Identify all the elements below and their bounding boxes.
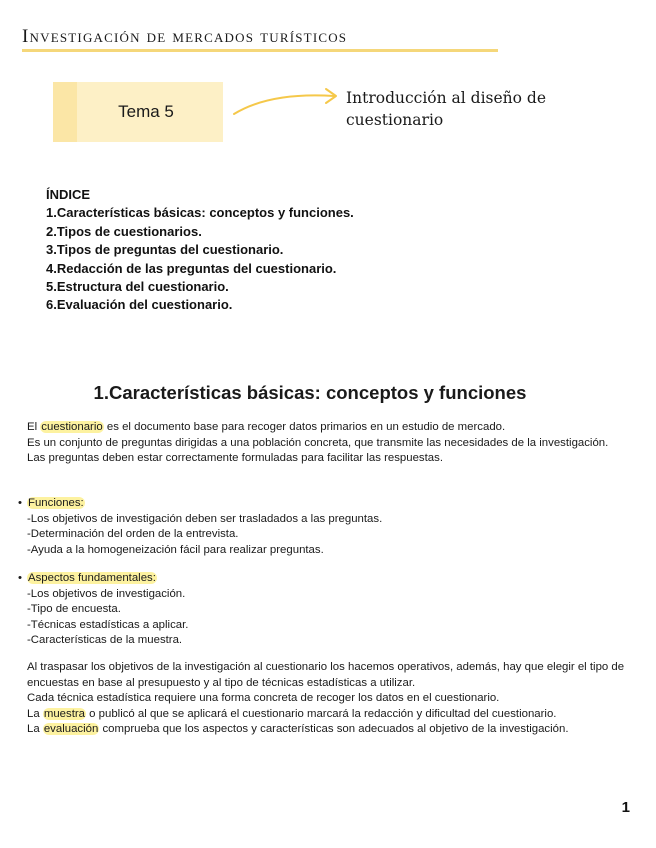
index-list xyxy=(46,186,354,315)
arrow-icon xyxy=(230,84,342,120)
list-item: -Técnicas estadísticas a aplicar. xyxy=(27,618,189,631)
index-heading: ÍNDICE xyxy=(46,187,91,202)
text-run: comprueba que los aspectos y características son adecuados al objetivo de la investigación. xyxy=(99,723,569,735)
text-run: es el documento base para recoger datos primarios en un estudio de mercado. xyxy=(103,421,506,433)
document-header-title: Investigación de mercados turísticos xyxy=(22,26,348,47)
index-item: 6.Evaluación del cuestionario. xyxy=(46,297,233,313)
list-item: -Los objetivos de investigación deben ser trasladados a las preguntas. xyxy=(27,512,383,525)
text-run: La xyxy=(27,707,43,720)
highlight-term: cuestionario xyxy=(41,421,103,433)
text-run: El xyxy=(27,421,41,433)
bullet-icon: • xyxy=(18,497,22,509)
index-item: 2.Tipos de cuestionarios. xyxy=(46,223,202,239)
aspectos-title-line xyxy=(18,571,627,587)
funciones-title: Funciones: xyxy=(28,497,84,509)
closing-paragraph: Cada técnica estadística requiere una forma concreta de recoger los datos en el cuestionario. xyxy=(27,692,500,704)
funciones-block xyxy=(18,496,627,558)
highlight-term: evaluación xyxy=(43,723,99,735)
index-item: 1.Características básicas: conceptos y funciones. xyxy=(46,205,354,221)
aspectos-title: Aspectos fundamentales: xyxy=(28,572,156,584)
tema-label: Tema 5 xyxy=(118,102,174,121)
index-item: 4.Redacción de las preguntas del cuestionario. xyxy=(46,260,337,276)
list-item: -Tipo de encuesta. xyxy=(27,603,121,615)
text-run: o publicó al que se aplicará el cuestionario marcará la redacción y dificultad del cuestionario. xyxy=(86,707,557,720)
funciones-title-line xyxy=(18,496,627,512)
list-item: -Los objetivos de investigación. xyxy=(27,587,186,600)
closing-paragraph: Al traspasar los objetivos de la investigación al cuestionario los hacemos operativos, además, hay que elegir el tipo de encuestas en base al presupuesto y al tipo de técnicas estadísticas a utilizar. xyxy=(27,661,625,689)
header-underline xyxy=(22,49,498,52)
intro-paragraph: Es un conjunto de preguntas dirigidas a una población concreta, que transmite las necesidades de la investigación. xyxy=(27,436,609,449)
highlight-term: muestra xyxy=(43,707,85,720)
intro-paragraphs xyxy=(27,420,627,467)
tema-box xyxy=(53,82,223,142)
index-item: 5.Estructura del cuestionario. xyxy=(46,279,229,295)
closing-paragraphs xyxy=(27,660,627,738)
tema-title: Introducción al diseño de cuestionario xyxy=(346,89,547,129)
page-number: 1 xyxy=(621,799,630,816)
bullet-icon: • xyxy=(18,572,22,584)
aspectos-block xyxy=(18,571,627,649)
intro-paragraph: Las preguntas deben estar correctamente formuladas para facilitar las respuestas. xyxy=(27,452,443,464)
list-item: -Determinación del orden de la entrevista. xyxy=(27,528,239,540)
list-item: -Ayuda a la homogeneización fácil para realizar preguntas. xyxy=(27,543,324,556)
index-item: 3.Tipos de preguntas del cuestionario. xyxy=(46,242,284,258)
closing-paragraph xyxy=(27,707,627,723)
intro-paragraph xyxy=(27,420,627,436)
list-item: -Características de la muestra. xyxy=(27,634,183,646)
text-run: La xyxy=(27,723,43,735)
section-title: 1.Características básicas: conceptos y funciones xyxy=(93,382,527,403)
closing-paragraph xyxy=(27,722,627,738)
